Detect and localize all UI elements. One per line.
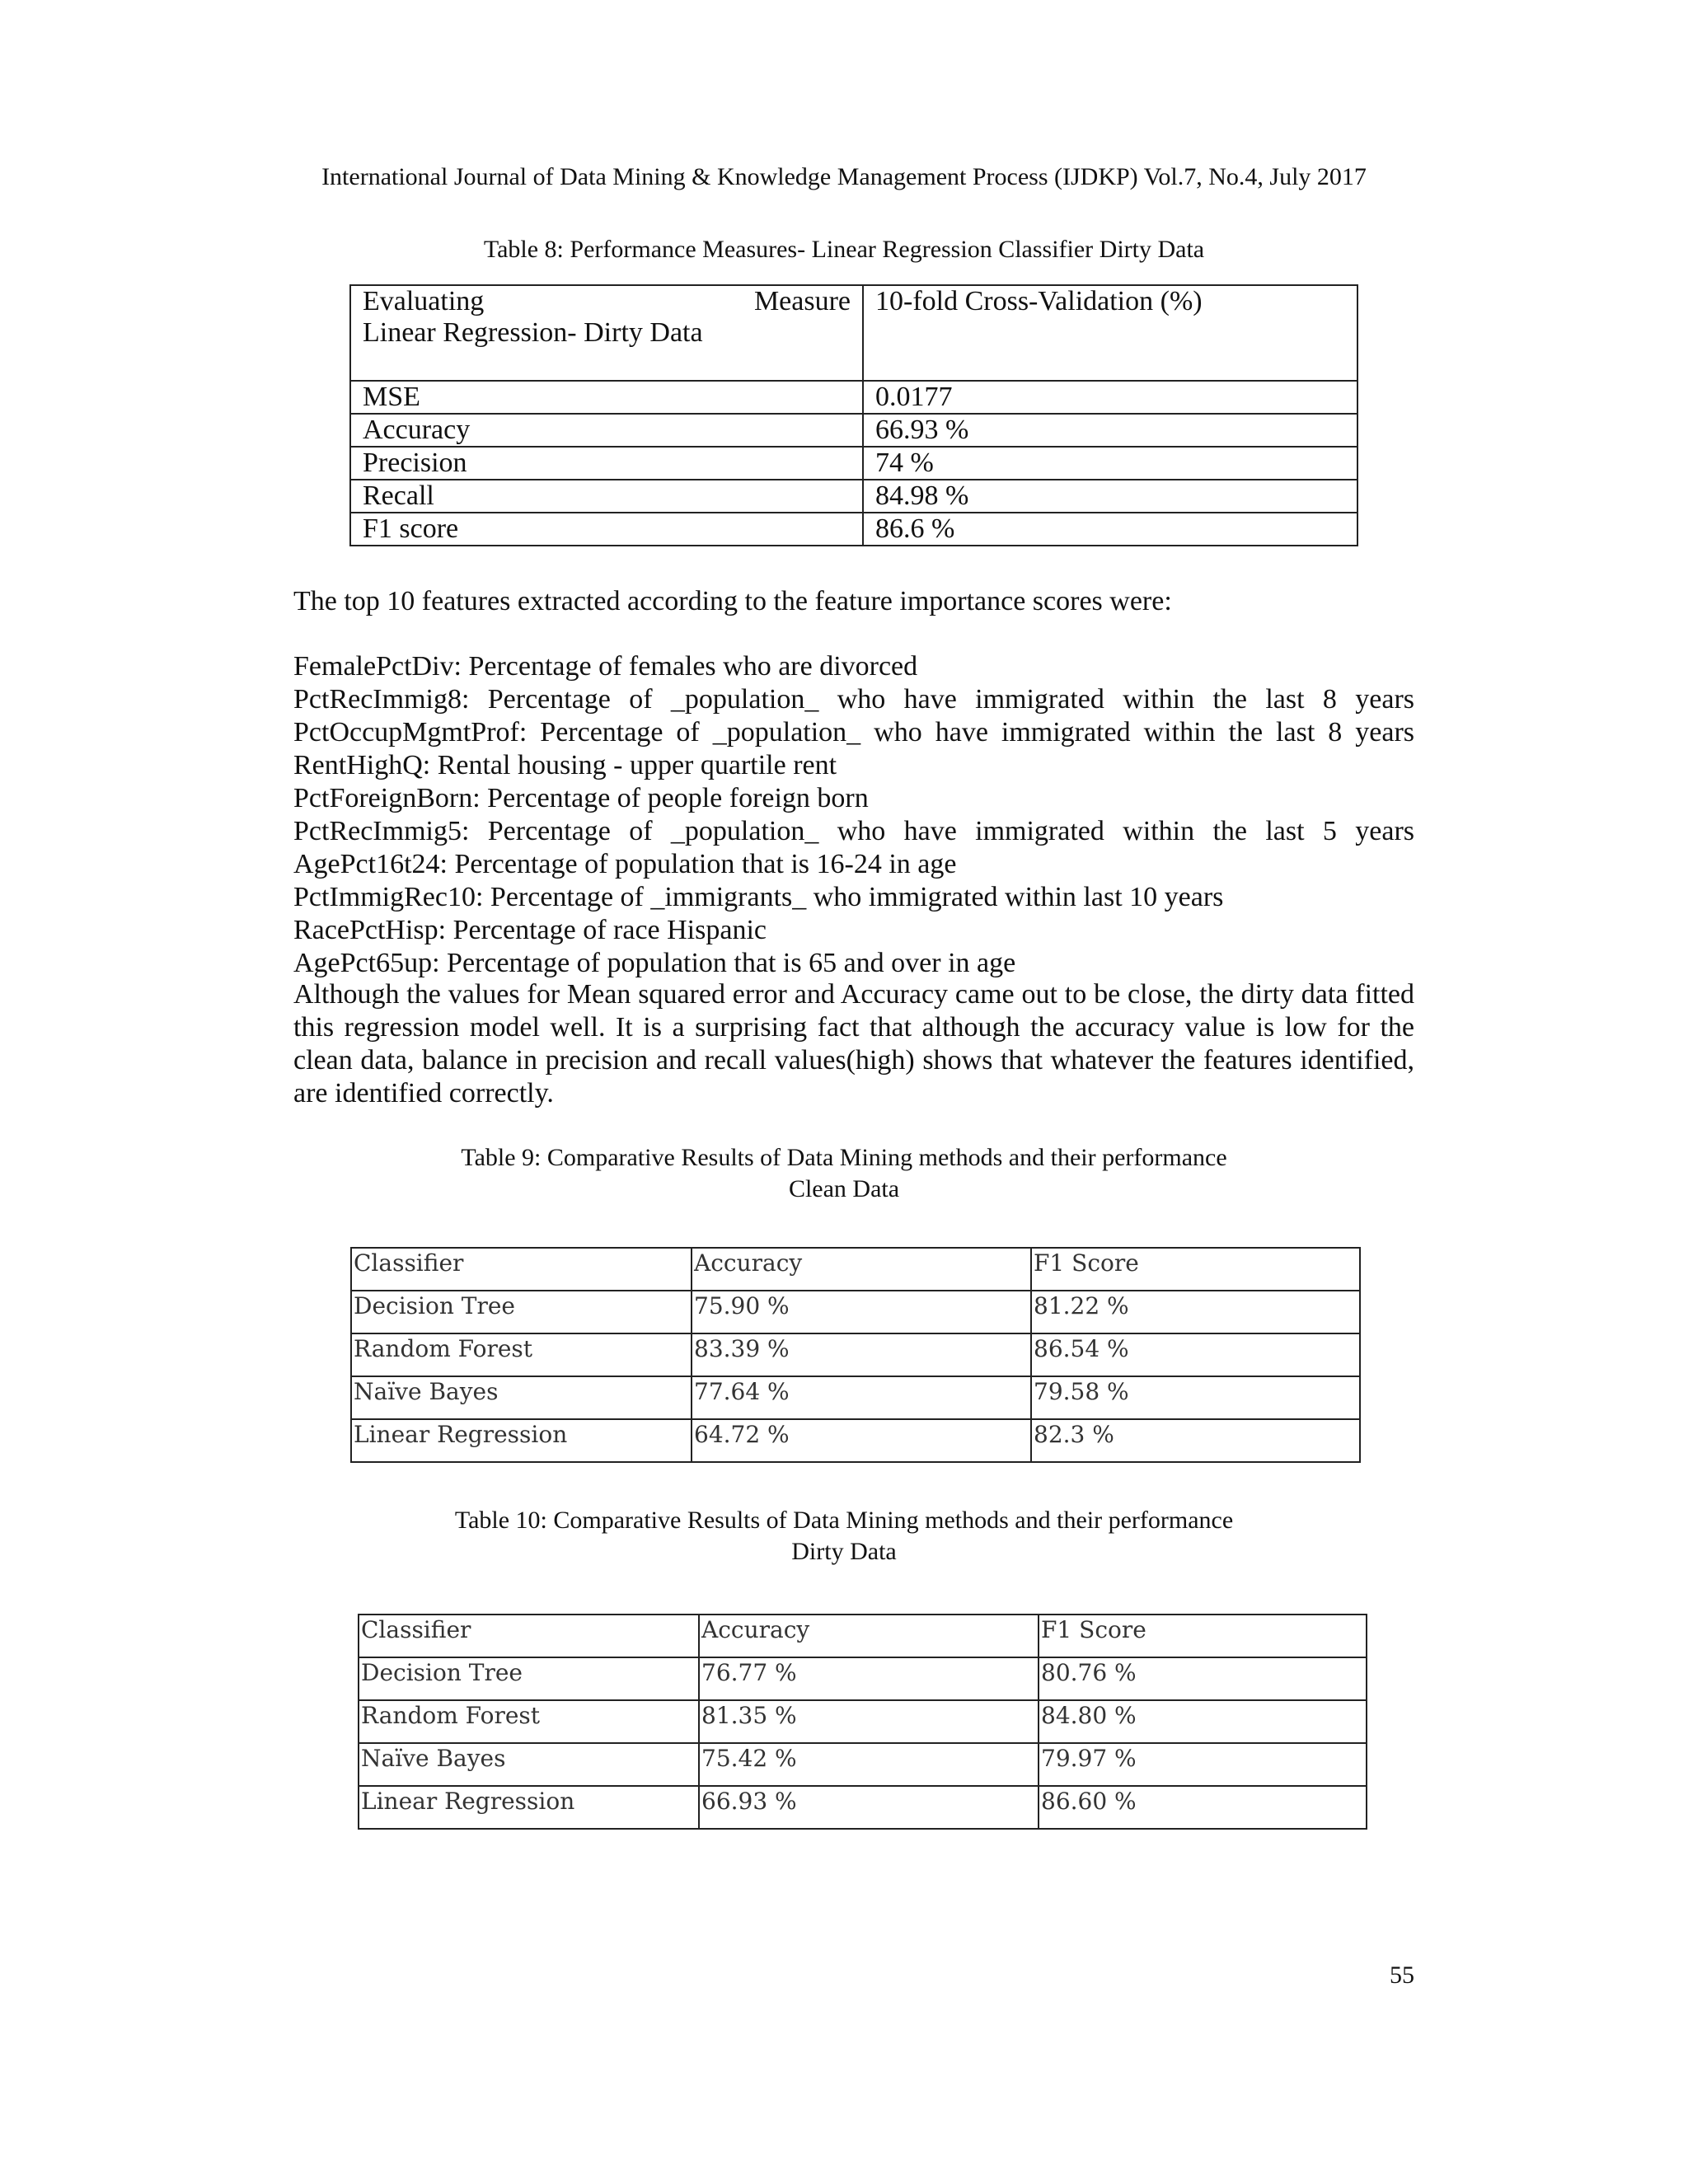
classifier-cell: Naïve Bayes (351, 1376, 692, 1419)
table10-caption-subtitle: Dirty Data (791, 1538, 897, 1565)
measure-cell: Accuracy (350, 414, 863, 447)
table-row (359, 1700, 1367, 1743)
classifier-cell: Decision Tree (359, 1657, 699, 1700)
f1-cell: 79.58 % (1031, 1376, 1360, 1419)
accuracy-cell: 81.35 % (699, 1700, 1039, 1743)
table8-header-measure (350, 285, 863, 381)
table9-header-row (351, 1248, 1360, 1291)
table8-header-subject: Linear Regression- Dirty Data (363, 317, 703, 348)
header-cell-classifier: Classifier (351, 1248, 692, 1291)
header-cell-f1: F1 Score (1039, 1615, 1367, 1657)
table-row (350, 414, 1357, 447)
table-row (350, 480, 1357, 513)
table-row (351, 1291, 1360, 1333)
table9-caption-title: Table 9: Comparative Results of Data Mining methods and their performance (461, 1144, 1227, 1171)
classifier-cell: Decision Tree (351, 1291, 692, 1333)
table-row (350, 513, 1357, 546)
table-row (359, 1743, 1367, 1786)
features-intro: The top 10 features extracted according to the feature importance scores were: (293, 586, 1172, 616)
table10-caption (0, 1505, 1688, 1568)
page-number: 55 (1390, 1961, 1414, 1989)
table9 (350, 1247, 1361, 1463)
header-cell-f1: F1 Score (1031, 1248, 1360, 1291)
f1-cell: 80.76 % (1039, 1657, 1367, 1700)
header-cell-accuracy: Accuracy (699, 1615, 1039, 1657)
table-row (350, 447, 1357, 480)
f1-cell: 79.97 % (1039, 1743, 1367, 1786)
table8-header-evaluating: Evaluating (363, 286, 485, 316)
table-row (359, 1657, 1367, 1700)
classifier-cell: Naïve Bayes (359, 1743, 699, 1786)
table10 (358, 1614, 1367, 1830)
table8 (349, 284, 1358, 546)
classifier-cell: Linear Regression (359, 1786, 699, 1829)
list-item: AgePct16t24: Percentage of population that is 16-24 in age (293, 849, 957, 879)
f1-cell: 84.80 % (1039, 1700, 1367, 1743)
f1-cell: 82.3 % (1031, 1419, 1360, 1462)
list-item: PctRecImmig5: Percentage of _population_ who have immigrated within the last 5 years (293, 816, 1414, 846)
table-row (350, 381, 1357, 414)
list-item: FemalePctDiv: Percentage of females who are divorced (293, 651, 918, 682)
f1-cell: 81.22 % (1031, 1291, 1360, 1333)
classifier-cell: Random Forest (359, 1700, 699, 1743)
table8-header-measure-label: Measure (753, 286, 851, 316)
accuracy-cell: 75.90 % (692, 1291, 1031, 1333)
accuracy-cell: 83.39 % (692, 1333, 1031, 1376)
closing-paragraph: Although the values for Mean squared error and Accuracy came out to be close, the dirty data fitted this regression model well. It is a surprising fact that although the accuracy value is low for the clean data, balance in precision and recall values(high) shows that whatever the features identified, are identified correctly. (293, 979, 1414, 1108)
table9-caption-subtitle: Clean Data (788, 1175, 900, 1202)
list-item: RentHighQ: Rental housing - upper quartile rent (293, 750, 837, 780)
table9-caption (0, 1142, 1688, 1205)
value-cell: 86.6 % (863, 513, 1357, 546)
measure-cell: MSE (350, 381, 863, 414)
table10-caption-title: Table 10: Comparative Results of Data Mining methods and their performance (454, 1507, 1234, 1534)
header-cell-classifier: Classifier (359, 1615, 699, 1657)
list-item: AgePct65up: Percentage of population that is 65 and over in age (293, 948, 1016, 978)
list-item: RacePctHisp: Percentage of race Hispanic (293, 915, 767, 945)
list-item: PctRecImmig8: Percentage of _population_ who have immigrated within the last 8 years (293, 684, 1414, 715)
list-item: PctImmigRec10: Percentage of _immigrants_ who immigrated within last 10 years (293, 882, 1224, 912)
f1-cell: 86.60 % (1039, 1786, 1367, 1829)
table-row (351, 1376, 1360, 1419)
accuracy-cell: 75.42 % (699, 1743, 1039, 1786)
table-row (359, 1786, 1367, 1829)
value-cell: 0.0177 (863, 381, 1357, 414)
measure-cell: Recall (350, 480, 863, 513)
value-cell: 74 % (863, 447, 1357, 480)
measure-cell: Precision (350, 447, 863, 480)
accuracy-cell: 76.77 % (699, 1657, 1039, 1700)
running-header: International Journal of Data Mining & Knowledge Management Process (IJDKP) Vol.7, No.4, July 2017 (321, 163, 1367, 190)
accuracy-cell: 77.64 % (692, 1376, 1031, 1419)
value-cell: 84.98 % (863, 480, 1357, 513)
header-cell-accuracy: Accuracy (692, 1248, 1031, 1291)
table8-caption: Table 8: Performance Measures- Linear Regression Classifier Dirty Data (483, 236, 1205, 263)
table8-header-value: 10-fold Cross-Validation (%) (863, 285, 1357, 381)
feature-list (293, 650, 1414, 980)
accuracy-cell: 64.72 % (692, 1419, 1031, 1462)
value-cell: 66.93 % (863, 414, 1357, 447)
table-row (351, 1419, 1360, 1462)
accuracy-cell: 66.93 % (699, 1786, 1039, 1829)
f1-cell: 86.54 % (1031, 1333, 1360, 1376)
classifier-cell: Random Forest (351, 1333, 692, 1376)
table-row (351, 1333, 1360, 1376)
classifier-cell: Linear Regression (351, 1419, 692, 1462)
list-item: PctForeignBorn: Percentage of people foreign born (293, 783, 869, 813)
list-item: PctOccupMgmtProf: Percentage of _population_ who have immigrated within the last 8 years (293, 717, 1414, 748)
measure-cell: F1 score (350, 513, 863, 546)
table10-header-row (359, 1615, 1367, 1657)
table8-header-row (350, 285, 1357, 381)
